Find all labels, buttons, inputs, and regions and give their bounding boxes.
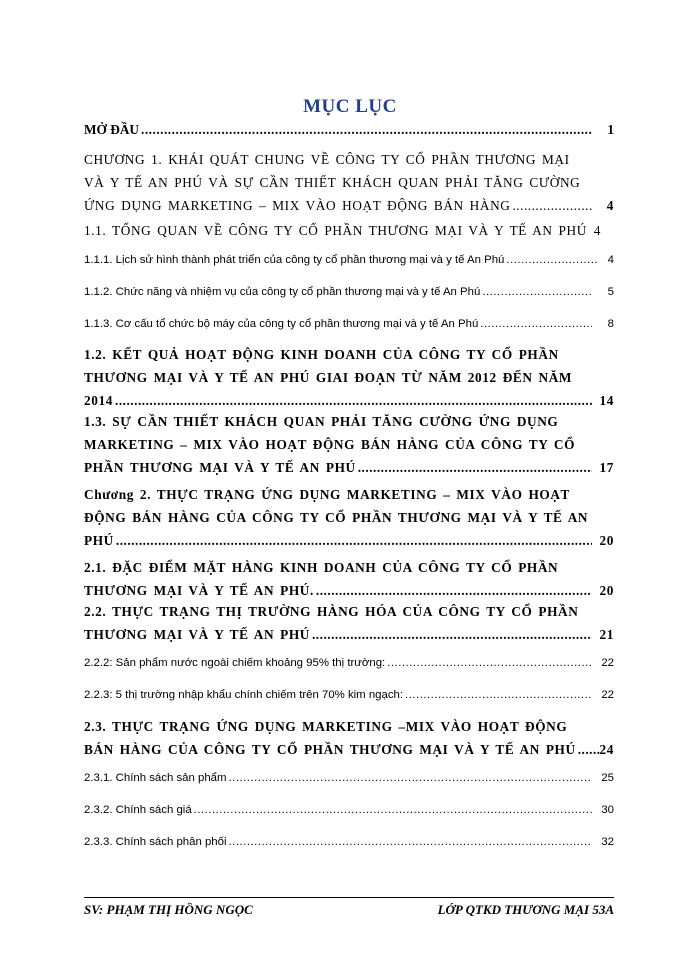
toc-page-number: 4 xyxy=(606,198,614,213)
toc-page-number: 24 xyxy=(599,742,614,757)
toc-entry-chapter-2[interactable] xyxy=(84,483,614,552)
footer-student-name: SV: PHẠM THỊ HỒNG NGỌC xyxy=(84,902,253,917)
toc-title: MỤC LỤC xyxy=(303,96,397,117)
toc-entry-line: 1.3. SỰ CẦN THIẾT KHÁCH QUAN PHẢI TĂNG CƯỜNG ỨNG DỤNG xyxy=(84,414,559,429)
toc-page-number: 20 xyxy=(599,583,614,598)
toc-page-number: 32 xyxy=(601,836,614,848)
toc-entry-text: 1.1.2. Chức năng và nhiệm vụ của công ty cổ phần thương mại và y tế An Phú xyxy=(84,286,481,298)
toc-page-number: 4 xyxy=(607,254,614,266)
toc-page-number: 30 xyxy=(601,804,614,816)
toc-page-number: 4 xyxy=(593,223,601,238)
toc-entry-text: 2014 xyxy=(84,393,113,408)
dot-leader xyxy=(480,315,592,333)
dot-leader xyxy=(229,833,593,851)
toc-entry-text: 2.2.2: Sản phẩm nước ngoài chiếm khoảng 95% thị trường: xyxy=(84,657,386,669)
dot-leader xyxy=(578,738,600,761)
dot-leader xyxy=(312,623,592,646)
toc-entry-1-3[interactable] xyxy=(84,410,614,479)
dot-leader xyxy=(116,529,592,552)
toc-entry-line: 1.2. KẾT QUẢ HOẠT ĐỘNG KINH DOANH CỦA CÔNG TY CỔ PHẦN xyxy=(84,347,559,362)
toc-entry-line: ĐỘNG BÁN HÀNG CỦA CÔNG TY CỔ PHẦN THƯƠNG MẠI VÀ Y TẾ AN xyxy=(84,510,589,525)
dot-leader xyxy=(512,194,592,217)
toc-page-number: 14 xyxy=(599,393,614,408)
toc-entry-line: 2.2. THỰC TRẠNG THỊ TRƯỜNG HÀNG HÓA CỦA CÔNG TY CỔ PHẦN xyxy=(84,604,579,619)
toc-entry-text: PHẦN THƯƠNG MẠI VÀ Y TẾ AN PHÚ xyxy=(84,460,356,475)
toc-page-number: 1 xyxy=(607,122,614,137)
footer-class-name: LỚP QTKD THƯƠNG MẠI 53A xyxy=(437,902,614,917)
toc-entry-line: THƯƠNG MẠI VÀ Y TẾ AN PHÚ GIAI ĐOẠN TỪ NĂM 2012 ĐẾN NĂM xyxy=(84,370,573,385)
toc-entry-text: THƯƠNG MẠI VÀ Y TẾ AN PHÚ xyxy=(84,627,310,642)
toc-entry-text: 2.3.3. Chính sách phân phối xyxy=(84,836,227,848)
dot-leader xyxy=(387,654,592,672)
toc-entry-text: BÁN HÀNG CỦA CÔNG TY CỔ PHẦN THƯƠNG MẠI VÀ Y TẾ AN PHÚ xyxy=(84,742,576,757)
dot-leader xyxy=(506,251,598,269)
toc-entry-2-1[interactable] xyxy=(84,556,614,602)
footer-divider xyxy=(84,897,614,898)
toc-entry-2-3[interactable] xyxy=(84,715,614,761)
toc-entry-text: 2.3.1. Chính sách sản phẩm xyxy=(84,772,227,784)
toc-page-number: 20 xyxy=(599,533,614,548)
toc-entry-2-3-2[interactable] xyxy=(84,801,614,819)
toc-entry-text: ỨNG DỤNG MARKETING – MIX VÀO HOẠT ĐỘNG BÁN HÀNG xyxy=(84,198,511,213)
dot-leader xyxy=(316,579,592,602)
toc-entry-line: 2.1. ĐẶC ĐIỂM MẶT HÀNG KINH DOANH CỦA CÔNG TY CỔ PHẦN xyxy=(84,560,559,575)
toc-entry-line: CHƯƠNG 1. KHÁI QUÁT CHUNG VỀ CÔNG TY CỔ PHẦN THƯƠNG MẠI xyxy=(84,152,570,167)
dot-leader xyxy=(141,118,592,141)
toc-entry-intro[interactable] xyxy=(84,118,614,141)
toc-page-number: 5 xyxy=(607,286,614,298)
dot-leader xyxy=(115,389,592,412)
toc-entry-text: THƯƠNG MẠI VÀ Y TẾ AN PHÚ. xyxy=(84,583,314,598)
dot-leader xyxy=(482,283,592,301)
toc-entry-1-1[interactable] xyxy=(84,219,614,242)
toc-entry-text: MỞ ĐẦU xyxy=(84,122,140,137)
toc-entry-line: Chương 2. THỰC TRẠNG ỨNG DỤNG MARKETING – MIX VÀO HOẠT xyxy=(84,487,571,502)
toc-entry-2-3-1[interactable] xyxy=(84,769,614,787)
toc-entry-2-3-3[interactable] xyxy=(84,833,614,851)
toc-entry-chapter-1[interactable] xyxy=(84,148,614,217)
toc-entry-2-2-3[interactable] xyxy=(84,686,614,704)
toc-page-number: 22 xyxy=(601,657,614,669)
toc-page-number: 25 xyxy=(601,772,614,784)
toc-entry-text: 2.3.2. Chính sách giá xyxy=(84,804,192,816)
toc-entry-2-2-2[interactable] xyxy=(84,654,614,672)
toc-entry-text: 2.2.3: 5 thị trường nhập khẩu chính chiếm trên 70% kim ngạch: xyxy=(84,689,404,701)
toc-page-number: 8 xyxy=(607,318,614,330)
toc-entry-text: 1.1. TỔNG QUAN VỀ CÔNG TY CỔ PHẦN THƯƠNG MẠI VÀ Y TẾ AN PHÚ xyxy=(84,223,587,238)
toc-entry-line: VÀ Y TẾ AN PHÚ VÀ SỰ CẦN THIẾT KHÁCH QUAN PHẢI TĂNG CƯỜNG xyxy=(84,175,581,190)
toc-entry-text: 1.1.3. Cơ cấu tổ chức bộ máy của công ty cổ phần thương mại và y tế An Phú xyxy=(84,318,479,330)
toc-page-number: 17 xyxy=(599,460,614,475)
dot-leader xyxy=(358,456,592,479)
toc-entry-1-1-2[interactable] xyxy=(84,283,614,301)
toc-page-number: 21 xyxy=(599,627,614,642)
toc-entry-1-1-3[interactable] xyxy=(84,315,614,333)
toc-entry-2-2[interactable] xyxy=(84,600,614,646)
dot-leader xyxy=(405,686,592,704)
dot-leader xyxy=(228,769,592,787)
toc-entry-text: 1.1.1. Lịch sử hình thành phát triển của công ty cổ phần thương mại và y tế An Phú xyxy=(84,254,505,266)
toc-page-number: 22 xyxy=(601,689,614,701)
toc-entry-text: PHÚ xyxy=(84,533,114,548)
toc-entry-1-1-1[interactable] xyxy=(84,251,614,269)
dot-leader xyxy=(194,801,592,819)
toc-entry-line: MARKETING – MIX VÀO HOẠT ĐỘNG BÁN HÀNG CỦA CÔNG TY CỔ xyxy=(84,437,576,452)
toc-entry-line: 2.3. THỰC TRẠNG ỨNG DỤNG MARKETING –MIX VÀO HOẠT ĐỘNG xyxy=(84,719,568,734)
toc-entry-1-2[interactable] xyxy=(84,343,614,412)
page-footer xyxy=(84,902,614,918)
